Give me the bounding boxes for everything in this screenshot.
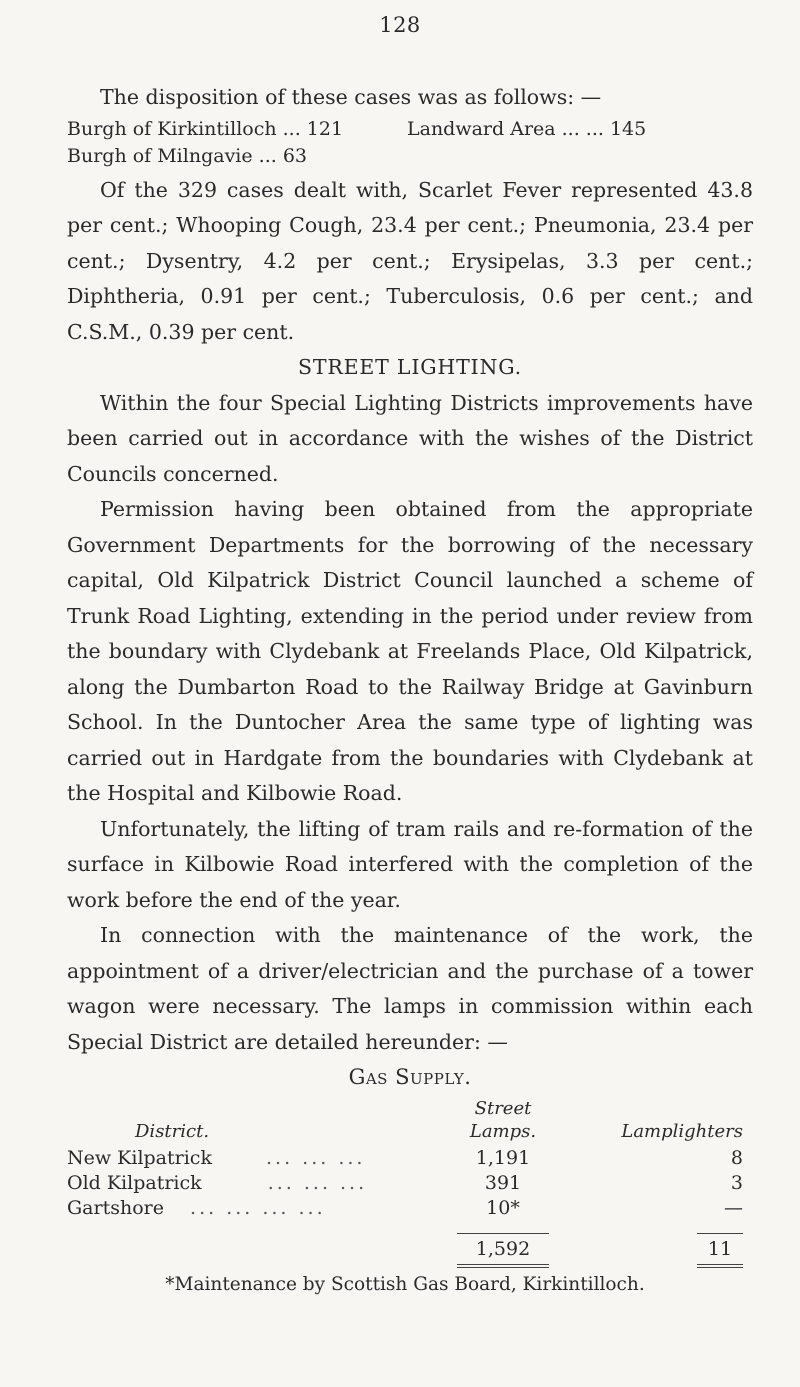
paragraph-tram-rails: Unfortunately, the lifting of tram rails and re-formation of the surface in Kilbowie Road interfered with the completion of the work before the end of the year.	[67, 816, 753, 912]
double-rule	[457, 1264, 549, 1268]
lamps-cell: 10*	[486, 1197, 520, 1219]
lamplighters-cell: 3	[730, 1172, 743, 1194]
section-heading: STREET LIGHTING.	[298, 355, 522, 379]
page-number: 128	[379, 13, 421, 37]
footnote: *Maintenance by Scottish Gas Board, Kirkintilloch.	[165, 1274, 645, 1295]
header-street-lamps	[457, 1097, 549, 1143]
leader-dots: ... ... ...	[266, 1147, 366, 1169]
district-cell	[67, 1196, 457, 1221]
body-text	[67, 80, 753, 1060]
table-row	[67, 1196, 753, 1221]
percentages-paragraph: Of the 329 cases dealt with, Scarlet Fever represented 43.8 per cent.; Whooping Cough, 23.4 per cent.; Pneumonia, 23.4 per cent.; Dysentry, 4.2 per cent.; Erysipelas, 3.3 per cent.; Diphtheria, 0.91 per cent.; Tuberculosis, 0.6 per cent.; and C.S.M., 0.39 per cent.	[67, 177, 753, 344]
table-row	[67, 1171, 753, 1196]
lamplighters-cell: —	[724, 1197, 743, 1219]
paragraph-lighting-districts: Within the four Special Lighting Districts improvements have been carried out in accordance with the wishes of the District Councils concerned.	[67, 390, 753, 486]
cases-burgh-milngavie: Burgh of Milngavie ... 63	[67, 144, 307, 167]
lamps-cell: 391	[484, 1172, 522, 1194]
paragraph-maintenance: In connection with the maintenance of the work, the appointment of a driver/electrician and the purchase of a tower wagon were necessary. The lamps in commission within each Special District are detailed hereunder: —	[67, 923, 753, 1054]
gas-supply-table	[67, 1065, 753, 1295]
total-lamplighters: 11	[707, 1238, 733, 1260]
leader-dots: ... ... ...	[267, 1172, 368, 1194]
district-cell	[67, 1171, 457, 1196]
district-name: Gartshore	[67, 1197, 164, 1219]
cases-landward-area: Landward Area ... ... 145	[407, 117, 647, 140]
cases-row	[67, 116, 753, 143]
header-lamps: Lamps.	[469, 1121, 537, 1142]
total-lamps: 1,592	[475, 1238, 531, 1260]
lamplighters-cell: 8	[730, 1147, 743, 1169]
paragraph-trunk-road: Permission having been obtained from the appropriate Government Departments for the borrowing of the necessary capital, Old Kilpatrick District Council launched a scheme of Trunk Road Lighting, extending in the period under review from the boundary with Clydebank at Freelands Place, Old Kilpatrick, along the Dumbarton Road to the Railway Bridge at Gavinburn School. In the Duntocher Area the same type of lighting was carried out in Hardgate from the boundaries with Clydebank at the Hospital and Kilbowie Road.	[67, 497, 753, 805]
totals-row	[67, 1233, 753, 1268]
intro-line: The disposition of these cases was as follows: —	[100, 85, 602, 109]
district-name: Old Kilpatrick	[67, 1172, 202, 1194]
lamps-cell: 1,191	[475, 1147, 531, 1169]
table-header	[67, 1097, 753, 1143]
leader-dots: ... ... ... ...	[190, 1197, 326, 1219]
table-row	[67, 1146, 753, 1171]
district-name: New Kilpatrick	[67, 1147, 212, 1169]
header-district: District.	[135, 1121, 210, 1142]
cases-burgh-kirkintilloch: Burgh of Kirkintilloch ... 121	[67, 117, 344, 140]
header-street: Street	[474, 1098, 532, 1119]
total-lamplighters-box	[697, 1233, 743, 1268]
district-cell	[67, 1146, 457, 1171]
total-lamplighters-cell	[549, 1233, 753, 1268]
totals-spacer	[67, 1233, 457, 1268]
double-rule	[697, 1264, 743, 1268]
total-lamps-cell	[457, 1233, 549, 1268]
cases-row	[67, 143, 753, 170]
table-title: Gas Supply.	[348, 1065, 472, 1089]
header-lamplighters: Lamplighters	[621, 1121, 743, 1142]
